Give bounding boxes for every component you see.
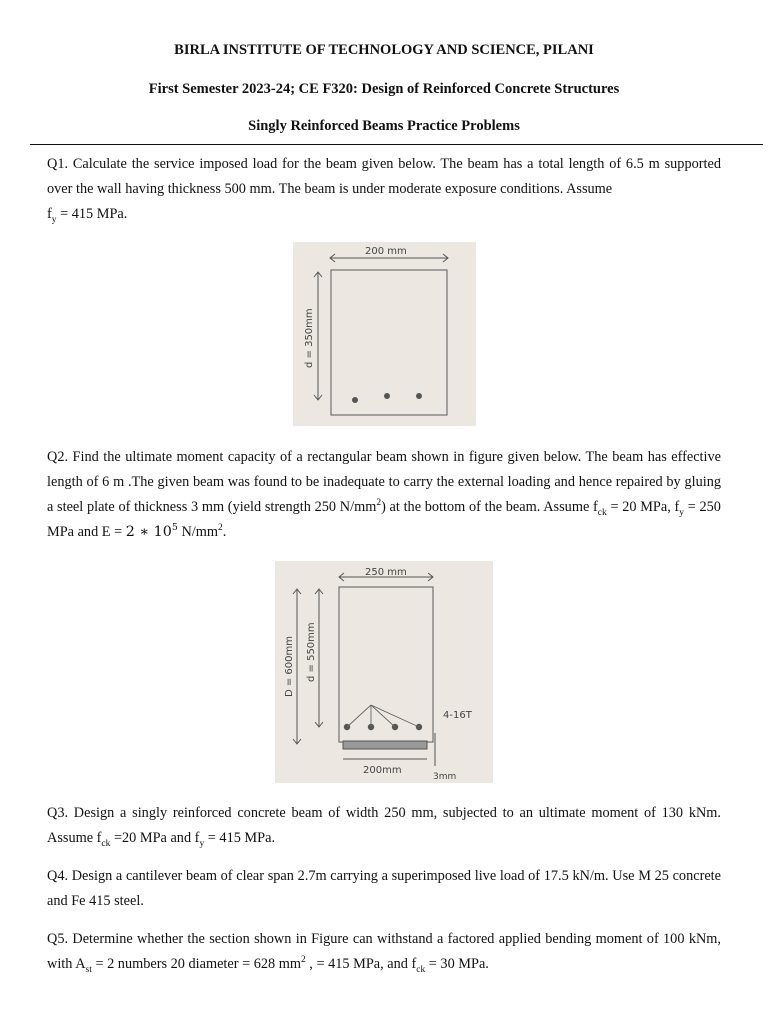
q2-plate-width-label: 200mm <box>363 765 402 776</box>
q2-effective-depth-label: d = 550mm <box>306 622 317 682</box>
q2-bars-label: 4-16T <box>443 710 472 721</box>
question-5 <box>47 927 721 977</box>
q2-fy-value: = 250 MPa and E = <box>47 499 721 540</box>
q1-width-label: 200 mm <box>365 246 407 257</box>
question-3 <box>47 801 721 851</box>
header-divider <box>30 144 763 145</box>
q2-unit-sup: 2 <box>376 498 382 509</box>
q5-fck-value: = 30 MPa. <box>425 956 489 972</box>
q4-text: Q4. Design a cantilever beam of clear span 2.7m carrying a superimposed live load of 17.5 kN/m. Use M 25 concrete and Fe 415 steel. <box>47 868 721 909</box>
q5-mm-sup: 2 <box>300 955 306 966</box>
q3-fy-sub: y <box>199 838 205 849</box>
q5-tail: , = 415 MPa, and f <box>305 956 417 972</box>
q2-beam-figure <box>275 561 493 783</box>
q1-fy-subscript: y <box>51 214 57 225</box>
q2-overall-depth-label: D = 600mm <box>284 635 295 697</box>
question-1 <box>47 152 721 227</box>
q5-ast-value: = 2 numbers 20 diameter = 628 mm <box>91 956 301 972</box>
q1-beam-sketch <box>293 242 476 426</box>
document-title: Singly Reinforced Beams Practice Problems <box>248 118 520 134</box>
q2-e-unit: N/mm <box>177 524 219 540</box>
rebar-1 <box>352 397 358 403</box>
q5-ast-sub: st <box>85 964 92 975</box>
q2-e-unit-sup: 2 <box>218 523 223 534</box>
q2-text-cont: ) at the bottom of the beam. Assume f <box>381 499 598 515</box>
institute-heading: BIRLA INSTITUTE OF TECHNOLOGY AND SCIENCE, PILANI <box>174 42 594 58</box>
question-2 <box>47 445 721 545</box>
course-heading: First Semester 2023-24; CE F320: Design of Reinforced Concrete Structures <box>148 81 620 97</box>
q1-fy-value: = 415 MPa. <box>56 206 128 222</box>
q2-fy-sub: y <box>679 507 685 518</box>
q2-e-exponent: 5 <box>171 522 178 534</box>
q1-beam-figure <box>293 242 476 426</box>
q3-fck-value: =20 MPa and f <box>110 830 200 846</box>
q1-fy-symbol: f <box>47 206 52 222</box>
q2-fck-sub: ck <box>597 507 607 518</box>
q3-fck-sub: ck <box>101 838 111 849</box>
question-4 <box>47 864 721 914</box>
q2-beam-sketch <box>275 561 493 783</box>
rebar-3 <box>416 393 422 399</box>
q2-e-end: . <box>222 524 227 540</box>
q3-text: Q3. Design a singly reinforced concrete beam of width 250 mm, subjected to an ultimate moment of 130 kNm. Assume f <box>47 805 721 846</box>
q2-e-value: 2 ∗ 10 <box>125 524 172 540</box>
q2-width-label: 250 mm <box>365 567 407 578</box>
q5-text: Q5. Determine whether the section shown in Figure can withstand a factored applied bending moment of 100 kNm, with A <box>47 931 721 972</box>
q1-depth-label: d = 350mm <box>304 308 315 368</box>
steel-plate <box>343 741 427 749</box>
q1-text: Q1. Calculate the service imposed load for the beam given below. The beam has a total length of 6.5 m supported over the wall having thickness 500 mm. The beam is under moderate exposure conditions. Assume <box>47 156 721 197</box>
q2-text: Q2. Find the ultimate moment capacity of a rectangular beam shown in figure given below. The beam has effective length of 6 m .The given beam was found to be inadequate to carry the external loading and hence repaired by gluing a steel plate of thickness 3 mm (yield strength 250 N/mm <box>47 449 721 515</box>
rebar-2 <box>384 393 390 399</box>
q2-fck-value: = 20 MPa, f <box>606 499 680 515</box>
q5-fck-sub: ck <box>416 964 426 975</box>
q2-plate-thickness-label: 3mm <box>433 772 457 782</box>
q3-fy-value: = 415 MPa. <box>204 830 276 846</box>
